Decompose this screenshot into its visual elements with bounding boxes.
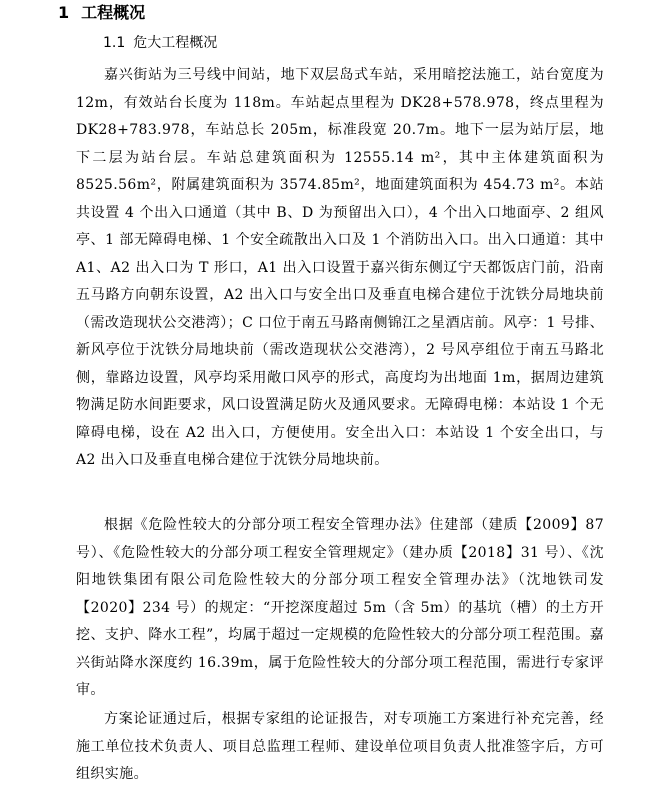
section-heading [58,2,145,24]
subsection-number: 1.1 [103,35,126,51]
paragraph-regulations: 根据《危险性较大的分部分项工程安全管理办法》住建部（建质【2009】87 号）、《危险性较大的分部分项工程安全管理规定》（建办质【2018】31 号）、《沈阳地铁集团有限公司危险性较大的分部分项工程安全管理办法》（沈地铁司发【2020】234 号）的规定：“开挖深度超过 5m（含 5m）的基坑（槽）的土方开挖、支护、降水工程”，均属于超过一定规模的危险性较大的分部分项工程范围。嘉兴街站降水深度约 16.39m，属于危险性较大的分部分项工程范围，需进行专家评审。 [76,517,604,698]
subsection-heading [103,33,217,53]
section-number: 1 [58,3,70,22]
paragraph-project-overview: 嘉兴街站为三号线中间站，地下双层岛式车站，采用暗挖法施工，站台宽度为 12m，有效站台长度为 118m。车站起点里程为 DK28+578.978，终点里程为 DK28+783.978，车站总长 205m，标准段宽 20.7m。地下一层为站厅层，地下二层为站台层。车站总建筑面积为 12555.14 m²，其中主体建筑面积为 8525.56m²，附属建筑面积为 3574.85m²，地面建筑面积为 454.73 m²。本站共设置 4 个出入口通道（其中 B、D 为预留出入口），4 个出入口地面亭、2 组风亭、1 部无障碍电梯、1 个安全疏散出入口及 1 个消防出入口。出入口通道：其中 A1、A2 出入口为 T 形口，A1 出入口设置于嘉兴街东侧辽宁天都饭店门前，沿南五马路方向朝东设置，A2 出入口与安全出口及垂直电梯合建位于沈铁分局地块前（需改造现状公交港湾）；C 口位于南五马路南侧锦江之星酒店前。风亭：1 号排、新风亭位于沈铁分局地块前（需改造现状公交港湾），2 号风亭组位于南五马路北侧，靠路边设置，风亭均采用敞口风亭的形式，高度均为出地面 1m，据周边建筑物满足防水间距要求，风口设置满足防火及通风要求。无障碍电梯：本站设 1 个无障碍电梯，设在 A2 出入口，方便使用。安全出入口：本站设 1 个安全出口，与 A2 出入口及垂直电梯合建位于沈铁分局地块前。 [76,67,604,468]
subsection-title: 危大工程概况 [133,35,218,51]
section-title: 工程概况 [81,3,146,22]
paragraph-approval: 方案论证通过后，根据专家组的论证报告，对专项施工方案进行补充完善，经施工单位技术负责人、项目总监理工程师、建设单位项目负责人批准签字后，方可组织实施。 [76,711,604,782]
